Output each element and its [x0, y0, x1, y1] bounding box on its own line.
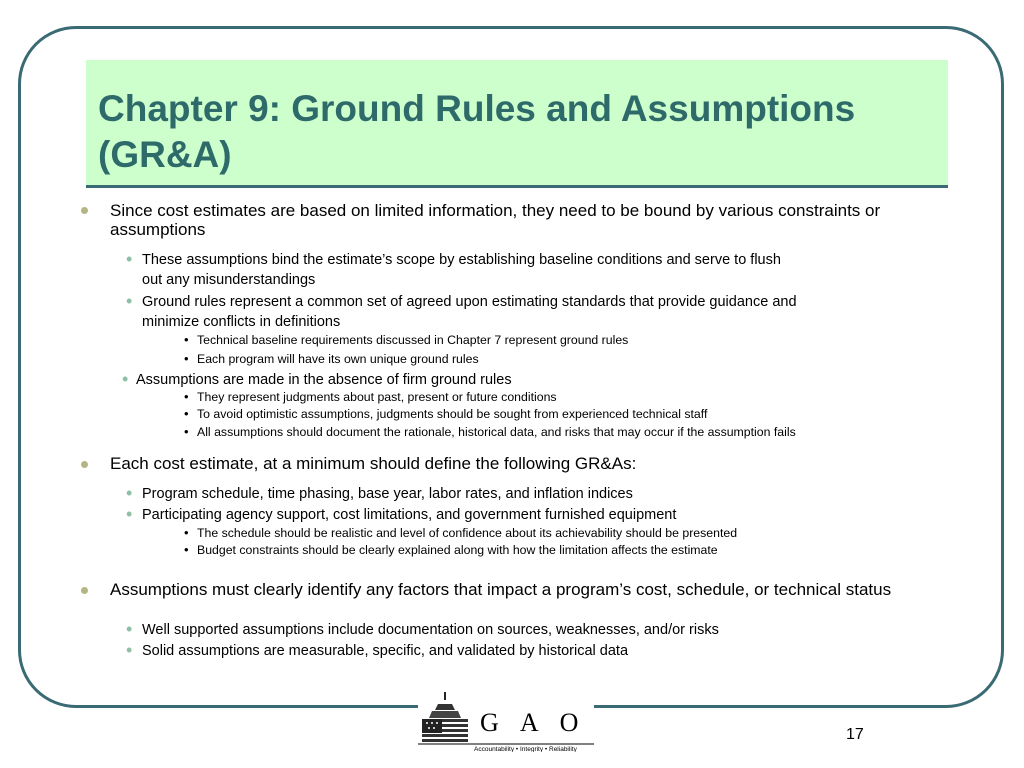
svg-text:Accountability • Integrity • R: Accountability • Integrity • Reliability [474, 746, 577, 752]
bullet-l3-text: Budget constraints should be clearly explained along with how the limitation affects the estimate [197, 543, 718, 557]
bullet-l2-icon: • [126, 640, 133, 660]
bullet-l3-icon: • [184, 332, 189, 347]
gao-seal-icon [418, 690, 594, 752]
bullet-l2-icon: • [126, 249, 133, 269]
bullet-l2-icon: • [126, 483, 133, 503]
bullet-l3-text: All assumptions should document the rationale, historical data, and risks that may occur if the assumption fails [197, 425, 796, 439]
bullet-l3-icon: • [184, 424, 189, 439]
svg-text:G A O: G A O [480, 708, 587, 737]
bullet-l3-text: Technical baseline requirements discussed in Chapter 7 represent ground rules [197, 333, 629, 347]
bullet-l3-text: To avoid optimistic assumptions, judgments should be sought from experienced technical staff [197, 407, 708, 421]
bullet-l2-icon: • [122, 369, 129, 389]
bullet-l1-text: Assumptions must clearly identify any factors that impact a program’s cost, schedule, or technical status [110, 580, 892, 599]
slide-title: Chapter 9: Ground Rules and Assumptions (GR&A) [98, 88, 856, 175]
bullet-l3-text: Each program will have its own unique ground rules [197, 352, 479, 366]
bullet-l2-text: Program schedule, time phasing, base year, labor rates, and inflation indices [142, 486, 633, 502]
bullet-l2-text: Participating agency support, cost limitations, and government furnished equipment [142, 507, 677, 523]
bullet-l1-icon [81, 587, 88, 594]
bullet-l1-text: Each cost estimate, at a minimum should define the following GR&As: [110, 454, 637, 473]
bullet-l2-icon: • [126, 504, 133, 524]
bullet-l1-icon [81, 461, 88, 468]
bullet-l3-text: They represent judgments about past, present or future conditions [197, 390, 557, 404]
bullet-l1-icon [81, 207, 88, 214]
bullet-l3-icon: • [184, 389, 189, 404]
bullet-l2-icon: • [126, 619, 133, 639]
bullet-l3-icon: • [184, 525, 189, 540]
bullet-l2-icon: • [126, 291, 133, 311]
gao-logo [418, 690, 594, 752]
bullet-l3-icon: • [184, 406, 189, 421]
bullet-l2-text: Solid assumptions are measurable, specific, and validated by historical data [142, 643, 629, 659]
bullet-l3-icon: • [184, 351, 189, 366]
bullet-l2-text: These assumptions bind the estimate’s scope by establishing baseline conditions and serve to flush out any misunderstandings [142, 252, 781, 288]
page-number: 17 [846, 726, 864, 743]
bullet-l2-text: Ground rules represent a common set of agreed upon estimating standards that provide guidance and minimize conflicts in definitions [142, 294, 797, 330]
bullet-l1-text: Since cost estimates are based on limited information, they need to be bound by various constraints or assumptions [110, 201, 881, 239]
bullet-l2-text: Well supported assumptions include documentation on sources, weaknesses, and/or risks [142, 622, 719, 638]
bullet-l3-text: The schedule should be realistic and level of confidence about its achievability should be presented [197, 526, 738, 540]
bullet-l3-icon: • [184, 542, 189, 557]
bullet-l2-text: Assumptions are made in the absence of firm ground rules [136, 372, 512, 388]
